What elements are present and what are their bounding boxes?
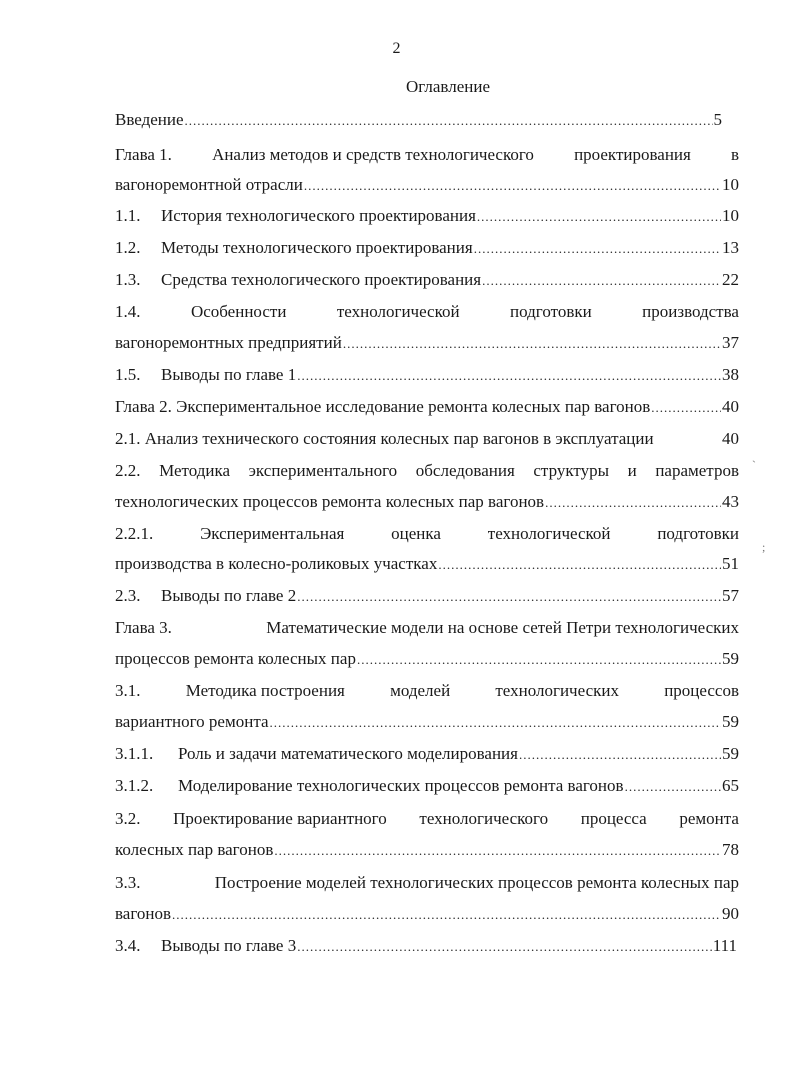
- scan-speck: `: [752, 458, 756, 472]
- toc-page-number: 111: [712, 936, 737, 955]
- toc-entry-3-1-cont[interactable]: вариантного ремонта ..... 59: [115, 711, 739, 734]
- toc-entry-1-1[interactable]: 1.1. История технологического проектирования ..... 10: [115, 205, 739, 228]
- toc-entry-1-2[interactable]: 1.2. Методы технологического проектирования ..... 13: [115, 237, 739, 260]
- toc-page-number: 78: [722, 840, 739, 859]
- toc-entry-3-1-2[interactable]: 3.1.2. Моделирование технологических процессов ремонта вагонов ..... 65: [115, 775, 739, 798]
- toc-page-number: 10: [722, 175, 739, 194]
- dot-leader: [270, 712, 722, 734]
- toc-entry-1-5[interactable]: 1.5. Выводы по главе 1 ..... 38: [115, 364, 739, 387]
- toc-page-number: 37: [722, 333, 739, 352]
- dot-leader: [357, 649, 721, 671]
- dot-leader: [297, 586, 721, 608]
- toc-page-number: 40: [722, 429, 739, 448]
- toc-entry-3-2-cont[interactable]: колесных пар вагонов ..... 78: [115, 839, 739, 862]
- toc-page-number: 59: [722, 744, 739, 763]
- dot-leader: [482, 270, 721, 292]
- toc-entry-3-3[interactable]: 3.3. Построение моделей технологических процессов ремонта колесных пар: [115, 873, 739, 892]
- toc-entry-3-1[interactable]: 3.1. Методика построения моделей технологических процессов: [115, 681, 739, 700]
- toc-entry-1-3[interactable]: 1.3. Средства технологического проектирования ..... 22: [115, 269, 739, 292]
- toc-page-number: 38: [722, 365, 739, 384]
- toc-entry-2-2-cont[interactable]: технологических процессов ремонта колесных пар вагонов ..... 43: [115, 491, 739, 514]
- toc-page-number: 40: [722, 397, 739, 416]
- dot-leader: [438, 554, 721, 576]
- dot-leader: [304, 175, 721, 197]
- dot-leader: [172, 904, 721, 926]
- toc-entry-1-4-cont[interactable]: вагоноремонтных предприятий ..... 37: [115, 332, 739, 355]
- toc-entry-1-4[interactable]: 1.4. Особенности технологической подготовки производства: [115, 302, 739, 321]
- toc-page-number: 10: [722, 206, 739, 225]
- toc-entry-intro[interactable]: Введение ..... 5: [115, 109, 722, 132]
- toc-page-number: 22: [722, 270, 739, 289]
- toc-entry-chapter-1-cont[interactable]: вагоноремонтной отрасли ..... 10: [115, 174, 739, 197]
- dot-leader: [474, 238, 721, 260]
- toc-entry-3-4[interactable]: 3.4. Выводы по главе 3 ..... 111: [115, 935, 737, 958]
- toc-page-number: 57: [722, 586, 739, 605]
- toc-entry-3-1-1[interactable]: 3.1.1. Роль и задачи математического моделирования ..... 59: [115, 743, 739, 766]
- toc-page-number: 90: [722, 904, 739, 923]
- dot-leader: [477, 206, 721, 228]
- toc-entry-2-2-1[interactable]: 2.2.1. Экспериментальная оценка технологической подготовки: [115, 524, 739, 543]
- toc-entry-chapter-1[interactable]: Глава 1. Анализ методов и средств технологического проектирования в: [115, 145, 739, 164]
- dot-leader: [274, 840, 721, 862]
- dot-leader: [545, 492, 721, 514]
- toc-title: Оглавление: [406, 77, 490, 96]
- toc-page-number: 13: [722, 238, 739, 257]
- toc-entry-2-2[interactable]: 2.2. Методика экспериментального обследования структуры и параметров: [115, 461, 739, 480]
- dot-leader: [519, 744, 721, 766]
- toc-entry-chapter-2[interactable]: Глава 2. Экспериментальное исследование ремонта колесных пар вагонов ..... 40: [115, 396, 739, 419]
- toc-page-number: 43: [722, 492, 739, 511]
- toc-entry-3-3-cont[interactable]: вагонов ..... 90: [115, 903, 739, 926]
- dot-leader: [185, 110, 713, 132]
- dot-leader: [343, 333, 721, 355]
- toc-entry-2-2-1-cont[interactable]: производства в колесно-роликовых участках ..... 51: [115, 553, 739, 576]
- toc-page-number: 65: [722, 776, 739, 795]
- dot-leader: [297, 936, 712, 958]
- toc-entry-2-1[interactable]: 2.1. Анализ технического состояния колесных пар вагонов в эксплуатации 40: [115, 429, 739, 448]
- toc-entry-3-2[interactable]: 3.2. Проектирование вариантного технологического процесса ремонта: [115, 809, 739, 828]
- toc-page-number: 59: [722, 712, 739, 731]
- scan-speck: ;: [762, 540, 766, 554]
- toc-page-number: 59: [722, 649, 739, 668]
- dot-leader: [625, 776, 721, 798]
- dot-leader: [651, 397, 721, 419]
- toc-entry-chapter-3-cont[interactable]: процессов ремонта колесных пар ..... 59: [115, 648, 739, 671]
- toc-page-number: 5: [713, 110, 722, 129]
- page-number: 2: [392, 40, 401, 57]
- toc-page-number: 51: [722, 554, 739, 573]
- dot-leader: [297, 365, 721, 387]
- toc-entry-2-3[interactable]: 2.3. Выводы по главе 2 ..... 57: [115, 585, 739, 608]
- toc-entry-chapter-3[interactable]: Глава 3. Математические модели на основе сетей Петри технологических: [115, 618, 739, 637]
